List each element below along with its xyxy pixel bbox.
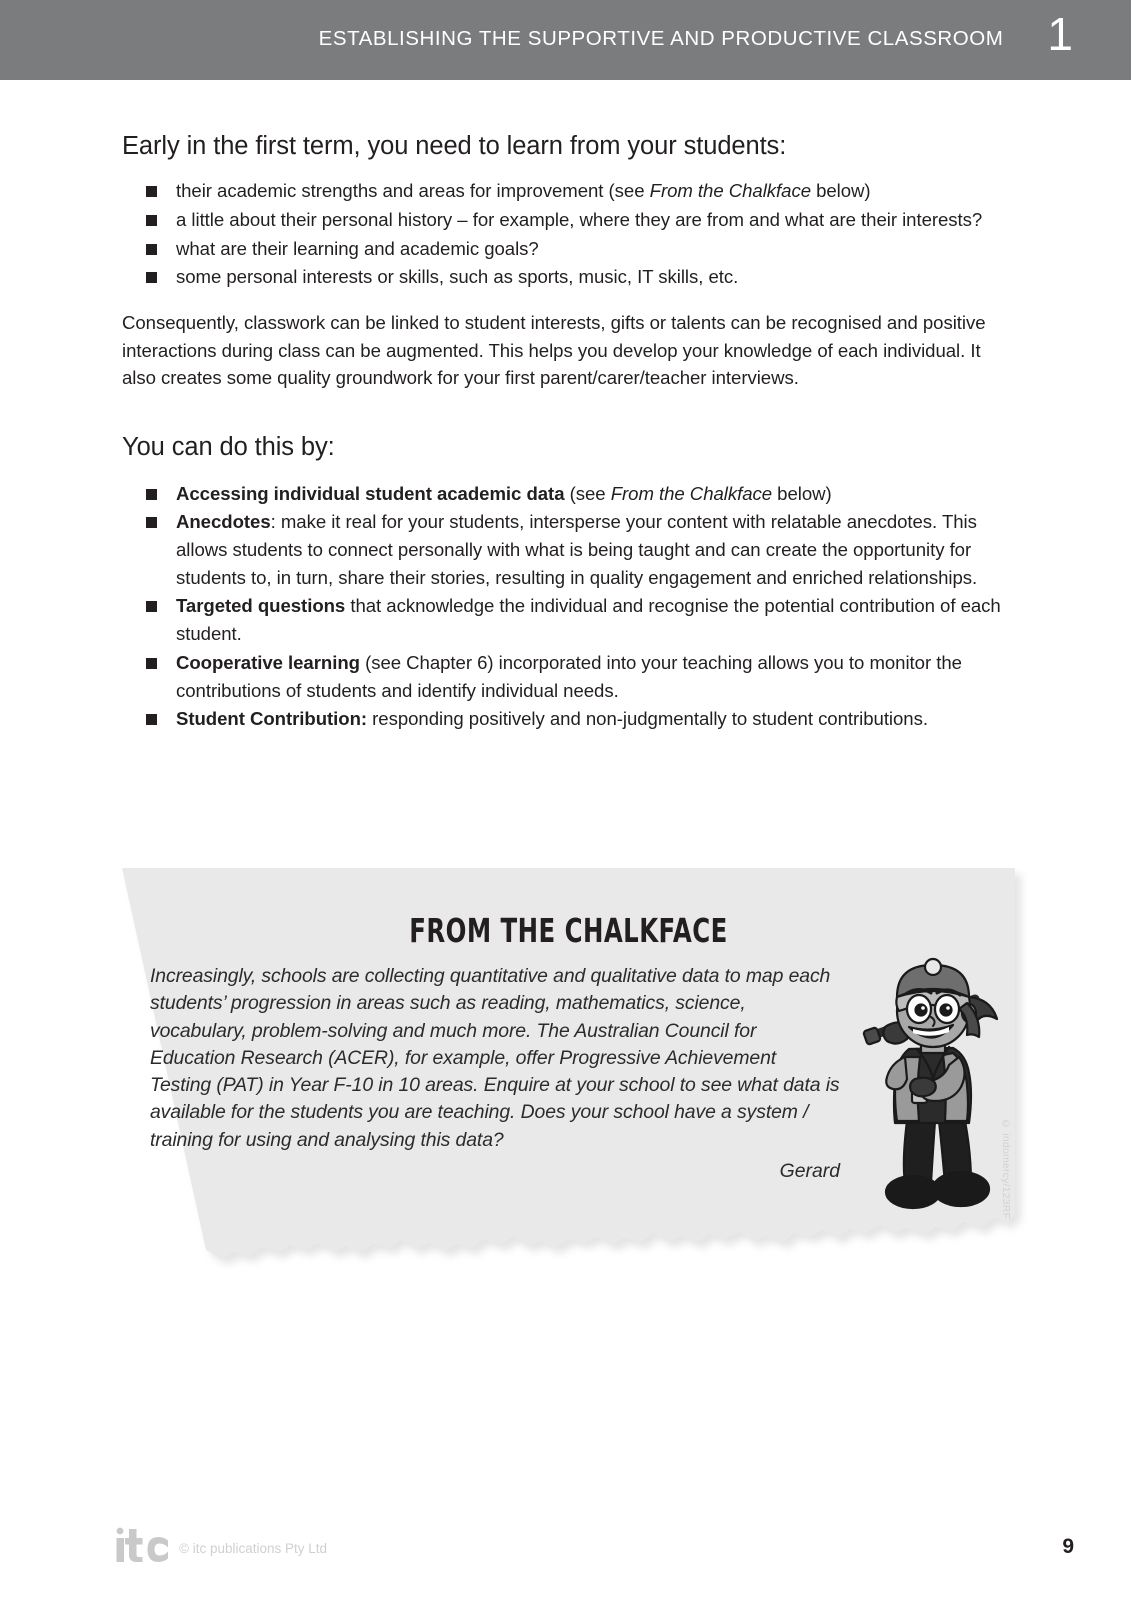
learn-from-students-list bbox=[122, 177, 1014, 291]
list-item bbox=[122, 592, 1014, 647]
bullet-text-post: below) bbox=[810, 180, 871, 202]
bullet-text-post: : make it real for your students, intersperse your content with relatable anecdotes. This allows students to connect personally with what is being taught and can create the opportunity for students to, in turn, share their stories, resulting in quality engagement and enriched relationships. bbox=[176, 511, 978, 588]
bullet-text-pre: a little about their personal history – for example, where they are from and what are their interests? bbox=[176, 209, 983, 231]
list-item bbox=[122, 480, 1014, 508]
list-item bbox=[122, 649, 1014, 704]
page-header-title: ESTABLISHING THE SUPPORTIVE AND PRODUCTIVE CLASSROOM bbox=[318, 26, 1004, 50]
bullet-lead-bold: Accessing individual student academic data bbox=[176, 482, 565, 504]
image-credit: © indomercy/123RF bbox=[1000, 1118, 1012, 1220]
bullet-text-pre: some personal interests or skills, such as sports, music, IT skills, etc. bbox=[176, 266, 739, 288]
bullet-lead-bold: Targeted questions bbox=[176, 595, 346, 617]
list-item bbox=[122, 235, 1014, 263]
bullet-text-pre: what are their learning and academic goals? bbox=[176, 237, 539, 259]
itc-logo-icon bbox=[113, 1523, 171, 1563]
bullet-lead-bold: Anecdotes bbox=[176, 511, 271, 533]
chalkface-signature: Gerard bbox=[779, 1160, 840, 1182]
bullet-lead-bold: Cooperative learning bbox=[176, 651, 360, 673]
chalkface-title: FROM THE CHALKFACE bbox=[409, 911, 728, 950]
bullet-text-post: that acknowledge the individual and recognise the potential contribution of each student. bbox=[176, 595, 1001, 645]
bullet-text-mid: (see bbox=[564, 482, 611, 504]
bullet-text-post: (see Chapter 6) incorporated into your teaching allows you to monitor the contributions of students and identify individual needs. bbox=[176, 651, 962, 701]
section-heading-first: Early in the first term, you need to learn from your students: bbox=[122, 132, 787, 160]
chapter-number: 1 bbox=[1047, 8, 1073, 60]
bullet-text-italic: From the Chalkface bbox=[649, 180, 811, 202]
list-item bbox=[122, 508, 1014, 591]
cartoon-miner-illustration bbox=[857, 953, 1012, 1218]
list-item bbox=[122, 177, 1014, 205]
list-item bbox=[122, 705, 1014, 733]
section-heading-second: You can do this by: bbox=[122, 433, 335, 462]
you-can-do-this-by-list bbox=[122, 480, 1014, 733]
page-footer bbox=[113, 1519, 327, 1559]
bullet-lead-bold: Student Contribution: bbox=[176, 708, 368, 730]
consequently-paragraph: Consequently, classwork can be linked to student interests, gifts or talents can be recognised and positive interactions during class can be augmented. This helps you develop your knowledge of each individual. It also creates some quality groundwork for your first parent/carer/teacher interviews. bbox=[122, 312, 986, 388]
bullet-text-italic: From the Chalkface bbox=[610, 482, 773, 504]
main-content bbox=[122, 132, 1014, 734]
page-number: 9 bbox=[1062, 1535, 1074, 1558]
list-item bbox=[122, 263, 1014, 291]
bullet-text-pre: their academic strengths and areas for improvement (see bbox=[176, 180, 650, 202]
footer-copyright: © itc publications Pty Ltd bbox=[179, 1541, 328, 1556]
list-item bbox=[122, 206, 1014, 234]
bullet-text-post: below) bbox=[772, 482, 832, 504]
page-header bbox=[0, 0, 1131, 80]
bullet-text-post: responding positively and non-judgmentally to student contributions. bbox=[367, 708, 928, 730]
from-the-chalkface-box bbox=[122, 868, 1015, 1268]
chalkface-body-text: Increasingly, schools are collecting quantitative and qualitative data to map each students’ progression in areas such as reading, mathematics, science, vocabulary, problem-solving and much more. The Australian Council for Education Research (ACER), for example, offer Progressive Achievement Testing (PAT) in Year F-10 in 10 areas. Enquire at your school to see what data is available for the students you are teaching. Does your school have a system / training for using and analysing this data? bbox=[150, 965, 840, 1151]
